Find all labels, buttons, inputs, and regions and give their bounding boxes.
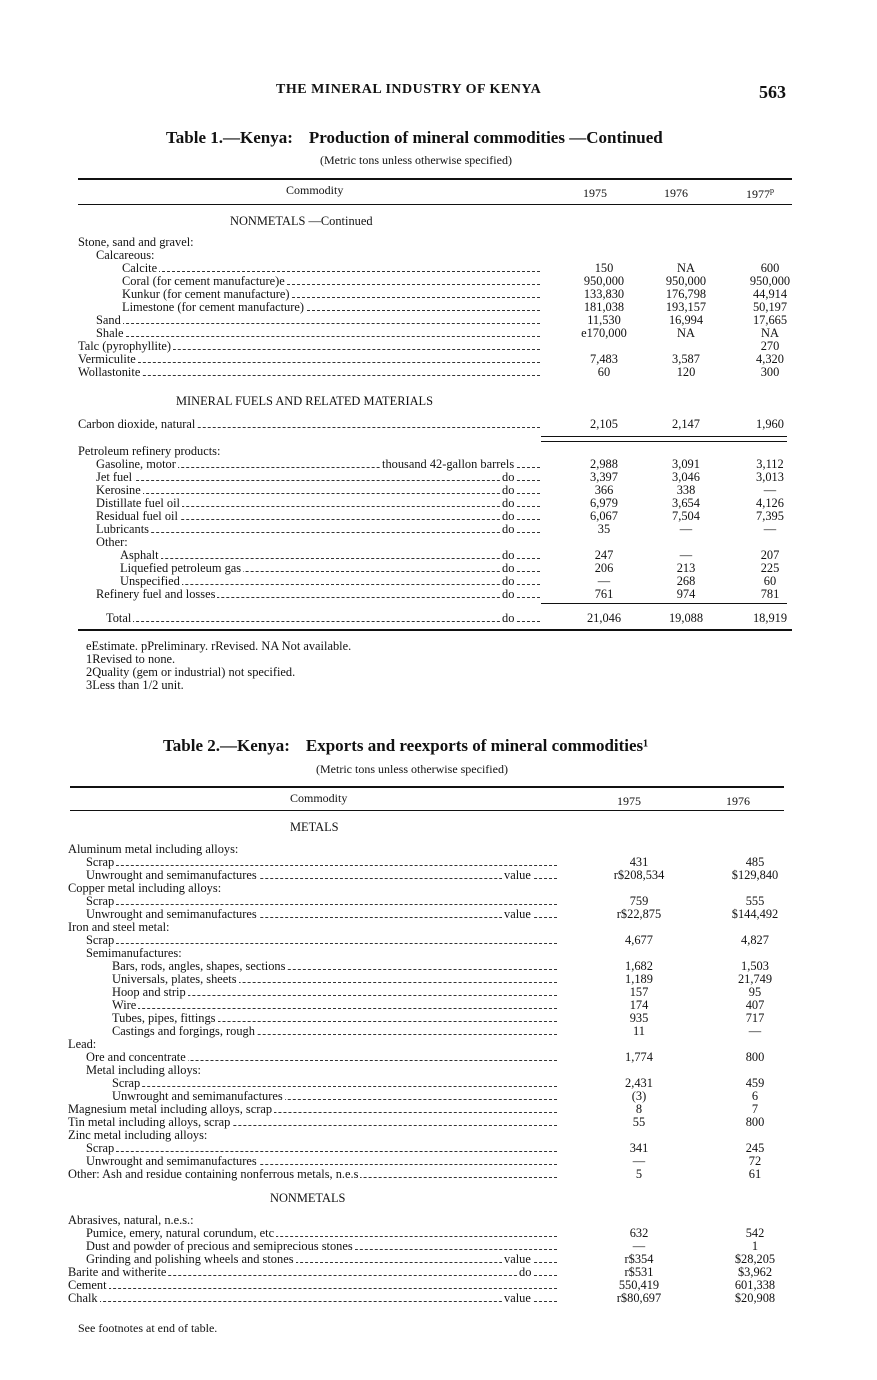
table1-header-1977: 1977: [746, 187, 770, 201]
table-row: [0, 301, 877, 314]
row-value: 761: [594, 587, 614, 601]
table2-header-rule: [70, 810, 784, 811]
row-value: 1,960: [756, 417, 784, 431]
row-value: 1: [751, 1239, 759, 1253]
row-value: 759: [629, 894, 649, 908]
row-label: Aluminum metal including alloys:: [68, 842, 239, 856]
footnote: 1Revised to none.: [86, 652, 176, 666]
row-unit: do: [502, 574, 515, 588]
row-unit: value: [504, 1252, 531, 1266]
row-value: $3,962: [737, 1265, 773, 1279]
table2-header-commodity: Commodity: [290, 791, 348, 805]
row-value: 3,654: [672, 496, 700, 510]
row-label: Lubricants: [96, 522, 149, 536]
row-value: 207: [760, 548, 780, 562]
row-label: Scrap: [112, 1076, 141, 1090]
row-value: —: [632, 1154, 646, 1168]
row-label: Tubes, pipes, fittings: [112, 1011, 216, 1025]
table-row: [0, 366, 877, 379]
row-label: Calcareous:: [96, 248, 155, 262]
row-value: 950,000: [665, 274, 707, 288]
row-value: 781: [760, 587, 780, 601]
row-value: 21,046: [586, 611, 622, 625]
row-value: 95: [748, 985, 762, 999]
table2-see-footnotes: See footnotes at end of table.: [78, 1321, 218, 1335]
row-label: Universals, plates, sheets: [112, 972, 237, 986]
row-value: 133,830: [583, 287, 625, 301]
row-value: 44,914: [752, 287, 788, 301]
row-value: 6,067: [590, 509, 618, 523]
row-value: 17,665: [752, 313, 788, 327]
row-value: 717: [745, 1011, 765, 1025]
row-label: Wire: [112, 998, 137, 1012]
row-label: Copper metal including alloys:: [68, 881, 222, 895]
row-value: 800: [745, 1115, 765, 1129]
row-value: 974: [676, 587, 696, 601]
table2-title: [163, 736, 648, 756]
row-label: Unspecified: [120, 574, 180, 588]
table2-title-number: Table 2.—Kenya:: [163, 736, 290, 755]
row-value: 632: [629, 1226, 649, 1240]
row-label: Unwrought and semimanufactures: [112, 1089, 283, 1103]
dot-leader: [78, 375, 540, 376]
table2-title-text: Exports and reexports of mineral commodities¹: [305, 736, 649, 755]
row-value: 7,483: [590, 352, 618, 366]
row-value: $129,840: [731, 868, 779, 882]
row-value: 11: [633, 1024, 645, 1038]
row-unit: do: [502, 611, 515, 625]
row-label: Wollastonite: [78, 365, 141, 379]
row-label: Abrasives, natural, n.e.s.:: [68, 1213, 194, 1227]
section-heading: NONMETALS —Continued: [230, 214, 373, 228]
row-value: (3): [631, 1089, 647, 1103]
row-unit: value: [504, 1291, 531, 1305]
section-heading: METALS: [290, 820, 339, 834]
table1-fuel-rule-b: [541, 441, 787, 442]
row-label: Kunkur (for cement manufacture): [122, 287, 290, 301]
row-value: 3,046: [672, 470, 700, 484]
table1-title-number: Table 1.—Kenya:: [166, 128, 293, 147]
row-label: Carbon dioxide, natural: [78, 417, 196, 431]
row-value: e170,000: [581, 326, 627, 340]
row-label: Zinc metal including alloys:: [68, 1128, 208, 1142]
page-number: 563: [759, 82, 786, 102]
row-value: 6: [751, 1089, 759, 1103]
row-label: Other: Ash and residue containing nonferrous metals, n.e.s: [68, 1167, 359, 1181]
dot-leader: [78, 362, 540, 363]
row-value: 174: [629, 998, 649, 1012]
row-value: 338: [676, 483, 696, 497]
row-label: Shale: [96, 326, 124, 340]
row-value: 1,189: [625, 972, 653, 986]
table1-total-rule: [541, 603, 787, 604]
row-value: 485: [745, 855, 765, 869]
row-unit: do: [502, 509, 515, 523]
row-label: Lead:: [68, 1037, 97, 1051]
footnote: 2Quality (gem or industrial) not specified.: [86, 665, 296, 679]
row-value: 120: [676, 365, 696, 379]
row-value: 60: [597, 365, 611, 379]
section-heading: MINERAL FUELS AND RELATED MATERIALS: [176, 394, 433, 408]
row-label: Castings and forgings, rough: [112, 1024, 255, 1038]
row-value: 150: [594, 261, 614, 275]
row-label: Vermiculite: [78, 352, 136, 366]
row-value: NA: [677, 261, 695, 275]
row-value: 601,338: [734, 1278, 776, 1292]
row-label: Scrap: [86, 1141, 115, 1155]
table1-title: [166, 128, 663, 148]
row-label: Residual fuel oil: [96, 509, 178, 523]
row-label: Hoop and strip: [112, 985, 186, 999]
table-row: [0, 523, 877, 536]
row-value: 4,677: [625, 933, 653, 947]
row-value: 3,112: [756, 457, 784, 471]
dot-leader: [96, 493, 540, 494]
row-unit: value: [504, 868, 531, 882]
row-value: 550,419: [618, 1278, 660, 1292]
row-value: 61: [748, 1167, 762, 1181]
row-value: 6,979: [590, 496, 618, 510]
dot-leader: [106, 621, 540, 622]
row-unit: do: [502, 587, 515, 601]
row-value: 542: [745, 1226, 765, 1240]
table2-top-rule: [70, 786, 784, 788]
dot-leader: [86, 904, 557, 905]
section-heading: NONMETALS: [270, 1191, 346, 1205]
row-value: 431: [629, 855, 649, 869]
row-value: 366: [594, 483, 614, 497]
table1-header-rule: [78, 204, 792, 205]
row-label: Ore and concentrate: [86, 1050, 186, 1064]
row-value: 3,013: [756, 470, 784, 484]
table2-header-1975: 1975: [617, 794, 641, 808]
row-value: 300: [760, 365, 780, 379]
row-value: 7: [751, 1102, 759, 1116]
row-value: 4,827: [741, 933, 769, 947]
row-label: Bars, rods, angles, shapes, sections: [112, 959, 286, 973]
row-label: Other:: [96, 535, 128, 549]
row-value: 7,504: [672, 509, 700, 523]
table1-title-text: Production of mineral commodities —Continued: [308, 128, 663, 147]
row-value: 55: [632, 1115, 646, 1129]
row-value: 157: [629, 985, 649, 999]
row-unit: do: [502, 522, 515, 536]
row-value: 18,919: [752, 611, 788, 625]
running-head: THE MINERAL INDUSTRY OF KENYA: [276, 82, 542, 97]
table1-subtitle: (Metric tons unless otherwise specified): [320, 153, 512, 167]
row-label: Distillate fuel oil: [96, 496, 180, 510]
row-value: $20,908: [734, 1291, 776, 1305]
dot-leader: [86, 865, 557, 866]
row-value: 270: [760, 339, 780, 353]
row-unit: thousand 42-gallon barrels: [382, 457, 515, 471]
row-value: $144,492: [731, 907, 779, 921]
row-value: r$22,875: [616, 907, 662, 921]
table1-top-rule: [78, 178, 792, 180]
row-value: 11,530: [587, 313, 621, 327]
row-value: —: [597, 574, 611, 588]
row-label: Pumice, emery, natural corundum, etc: [86, 1226, 275, 1240]
table-row: [0, 588, 877, 601]
row-label: Unwrought and semimanufactures: [86, 868, 257, 882]
row-label: Talc (pyrophyllite): [78, 339, 172, 353]
row-value: 2,105: [590, 417, 618, 431]
dot-leader: [86, 943, 557, 944]
row-label: Refinery fuel and losses: [96, 587, 216, 601]
row-value: $28,205: [734, 1252, 776, 1266]
row-value: 21,749: [737, 972, 773, 986]
table-row: [0, 1168, 877, 1181]
row-value: 7,395: [756, 509, 784, 523]
row-value: 4,320: [756, 352, 784, 366]
table2-header-1976: 1976: [726, 794, 750, 808]
dot-leader: [86, 1151, 557, 1152]
row-label: Petroleum refinery products:: [78, 444, 221, 458]
row-value: 800: [745, 1050, 765, 1064]
row-value: 950,000: [749, 274, 791, 288]
table1-header-1976: 1976: [664, 186, 688, 200]
row-label: Gasoline, motor: [96, 457, 176, 471]
dot-leader: [120, 558, 540, 559]
row-label: Dust and powder of precious and semiprecious stones: [86, 1239, 353, 1253]
row-value: 213: [676, 561, 696, 575]
row-label: Kerosine: [96, 483, 141, 497]
row-value: 35: [597, 522, 611, 536]
row-label: Scrap: [86, 894, 115, 908]
row-value: —: [632, 1239, 646, 1253]
dot-leader: [96, 480, 540, 481]
row-label: Asphalt: [120, 548, 159, 562]
row-value: 341: [629, 1141, 649, 1155]
row-label: Limestone (for cement manufacture): [122, 300, 304, 314]
row-label: Liquefied petroleum gas: [120, 561, 242, 575]
row-label: Sand: [96, 313, 121, 327]
row-unit: do: [502, 548, 515, 562]
row-value: 245: [745, 1141, 765, 1155]
row-value: 193,157: [665, 300, 707, 314]
row-value: 4,126: [756, 496, 784, 510]
row-label: Unwrought and semimanufactures: [86, 1154, 257, 1168]
dot-leader: [112, 1008, 557, 1009]
row-value: 16,994: [668, 313, 704, 327]
row-value: 268: [676, 574, 696, 588]
dot-leader: [120, 584, 540, 585]
table1-fuel-rule-a: [541, 436, 787, 437]
row-value: 50,197: [752, 300, 788, 314]
dot-leader: [112, 1086, 557, 1087]
row-label: Calcite: [122, 261, 158, 275]
row-label: Coral (for cement manufacture)e: [122, 274, 285, 288]
row-label: Chalk: [68, 1291, 98, 1305]
table1-header-1977p: 1977$^p$: [746, 186, 774, 201]
row-value: 176,798: [665, 287, 707, 301]
row-value: —: [763, 483, 777, 497]
table-row: [0, 612, 877, 625]
row-value: 1,503: [741, 959, 769, 973]
row-value: 3,587: [672, 352, 700, 366]
dot-leader: [122, 271, 540, 272]
row-value: 60: [763, 574, 777, 588]
row-value: 5: [635, 1167, 643, 1181]
row-value: r$354: [624, 1252, 654, 1266]
row-label: Total: [106, 611, 132, 625]
row-value: NA: [677, 326, 695, 340]
row-value: 181,038: [583, 300, 625, 314]
row-value: —: [748, 1024, 762, 1038]
row-value: 3,091: [672, 457, 700, 471]
row-value: 2,431: [625, 1076, 653, 1090]
row-value: 8: [635, 1102, 643, 1116]
row-value: 1,774: [625, 1050, 653, 1064]
row-unit: do: [502, 496, 515, 510]
row-value: 72: [748, 1154, 762, 1168]
table-row: [0, 1025, 877, 1038]
row-unit: do: [502, 483, 515, 497]
row-label: Metal including alloys:: [86, 1063, 201, 1077]
row-label: Scrap: [86, 933, 115, 947]
table-row: [0, 418, 877, 431]
row-value: r$208,534: [613, 868, 665, 882]
row-label: Jet fuel: [96, 470, 133, 484]
row-value: 247: [594, 548, 614, 562]
dot-leader: [68, 1301, 557, 1302]
row-label: Scrap: [86, 855, 115, 869]
row-label: Barite and witherite: [68, 1265, 167, 1279]
dot-leader: [96, 532, 540, 533]
row-value: 19,088: [668, 611, 704, 625]
row-unit: do: [502, 470, 515, 484]
dot-leader: [96, 323, 540, 324]
row-label: Tin metal including alloys, scrap: [68, 1115, 231, 1129]
row-label: Magnesium metal including alloys, scrap: [68, 1102, 273, 1116]
row-value: 206: [594, 561, 614, 575]
row-unit: do: [519, 1265, 532, 1279]
table1-bottom-rule: [78, 629, 792, 631]
table-row: [0, 314, 877, 327]
row-value: 2,988: [590, 457, 618, 471]
row-value: —: [679, 522, 693, 536]
row-value: —: [763, 522, 777, 536]
row-label: Semimanufactures:: [86, 946, 182, 960]
row-value: 935: [629, 1011, 649, 1025]
row-unit: do: [502, 561, 515, 575]
row-label: Unwrought and semimanufactures: [86, 907, 257, 921]
table2-subtitle: (Metric tons unless otherwise specified): [316, 762, 508, 776]
row-value: 459: [745, 1076, 765, 1090]
table1-header-commodity: Commodity: [286, 183, 344, 197]
footnote: 3Less than 1/2 unit.: [86, 678, 184, 692]
row-value: 555: [745, 894, 765, 908]
table-row: [0, 1292, 877, 1305]
row-label: Stone, sand and gravel:: [78, 235, 194, 249]
row-label: Cement: [68, 1278, 107, 1292]
dot-leader: [96, 336, 540, 337]
row-value: r$80,697: [616, 1291, 662, 1305]
row-value: NA: [761, 326, 779, 340]
row-value: r$531: [624, 1265, 654, 1279]
row-value: 407: [745, 998, 765, 1012]
row-value: 225: [760, 561, 780, 575]
row-value: —: [679, 548, 693, 562]
table1-header-1975: 1975: [583, 186, 607, 200]
row-value: 2,147: [672, 417, 700, 431]
row-value: 950,000: [583, 274, 625, 288]
row-label: Grinding and polishing wheels and stones: [86, 1252, 294, 1266]
row-label: Iron and steel metal:: [68, 920, 170, 934]
row-value: 600: [760, 261, 780, 275]
footnote: eEstimate. pPreliminary. rRevised. NA Not available.: [86, 639, 352, 653]
row-value: 3,397: [590, 470, 618, 484]
row-value: 1,682: [625, 959, 653, 973]
row-unit: value: [504, 907, 531, 921]
dot-leader: [68, 1288, 557, 1289]
